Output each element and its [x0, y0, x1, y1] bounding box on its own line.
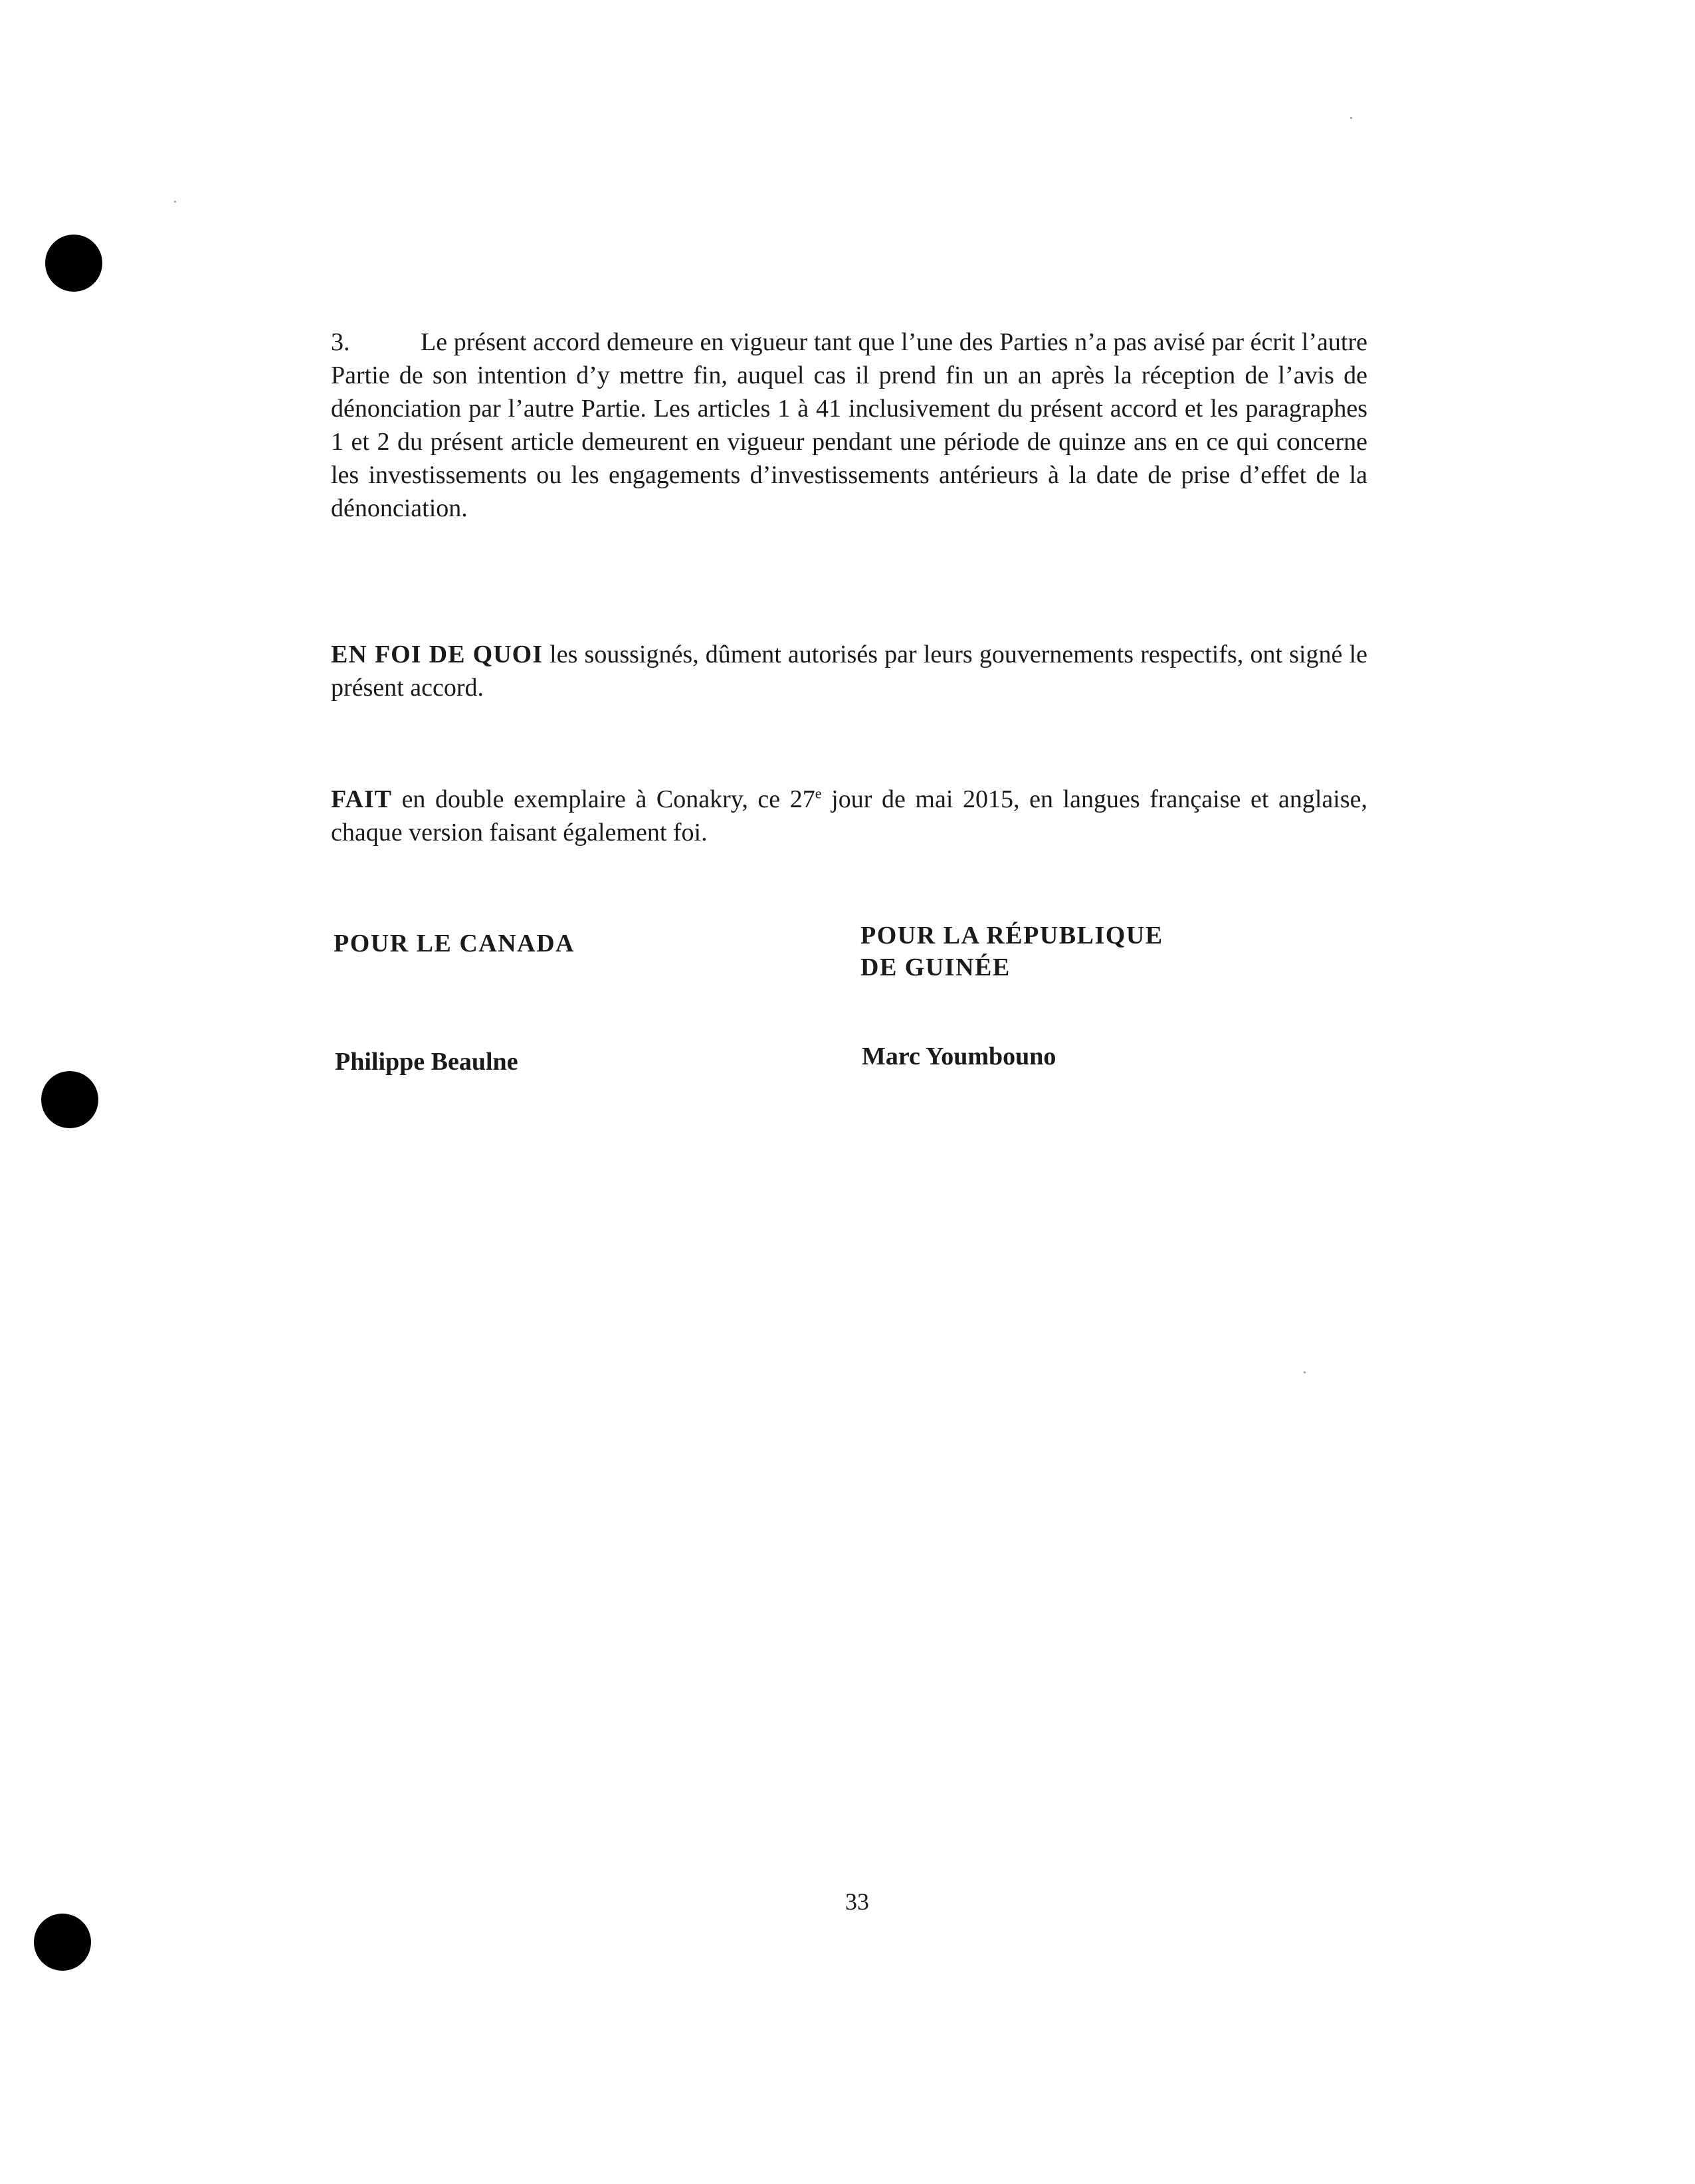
witness-text: les soussignés, dûment autorisés par leurs gouvernements respectifs, ont signé le présent accord.	[331, 641, 1367, 702]
canada-signatory-name: Philippe Beaulne	[335, 1048, 518, 1076]
guinea-heading-line-1: POUR LA RÉPUBLIQUE	[860, 922, 1163, 949]
ordinal-superscript: e	[815, 785, 822, 802]
done-lead: FAIT	[331, 785, 392, 813]
paragraph-number: 3.	[331, 328, 350, 356]
witness-lead: EN FOI DE QUOI	[331, 641, 543, 668]
punch-hole-middle	[41, 1071, 98, 1128]
scan-speck	[1350, 117, 1352, 119]
punch-hole-top	[45, 235, 102, 292]
done-text-start: en double exemplaire à Conakry, ce 27	[391, 785, 815, 813]
canada-signature-heading: POUR LE CANADA	[334, 930, 575, 957]
paragraph-text: Le présent accord demeure en vigueur tant que l’une des Parties n’a pas avisé par écrit l’autre Partie de son intention d’y mettre fin, auquel cas il prend fin un an après la réception de l’avis de dénonciation par l’autre Partie. Les articles 1 à 41 inclusivement du présent accord et les paragraphes 1 et 2 du présent article demeurent en vigueur pendant une période de quinze ans en ce qui concerne les investissements ou les engagements d’investissements antérieurs à la date de prise d’effet de la dénonciation.	[331, 328, 1367, 522]
guinea-heading-line-2: DE GUINÉE	[860, 953, 1011, 981]
witness-paragraph	[331, 638, 1367, 704]
done-text-end: jour de mai 2015, en langues française et anglaise, chaque version faisant également foi.	[331, 785, 1367, 846]
guinea-signature-heading	[860, 920, 1206, 983]
page-number: 33	[845, 1888, 869, 1915]
punch-hole-bottom	[34, 1914, 91, 1971]
scan-speck	[174, 201, 176, 203]
guinea-signatory-name: Marc Youmbouno	[862, 1042, 1056, 1070]
scan-speck	[1304, 1371, 1306, 1373]
termination-paragraph	[331, 326, 1367, 525]
done-at-paragraph	[331, 783, 1367, 849]
